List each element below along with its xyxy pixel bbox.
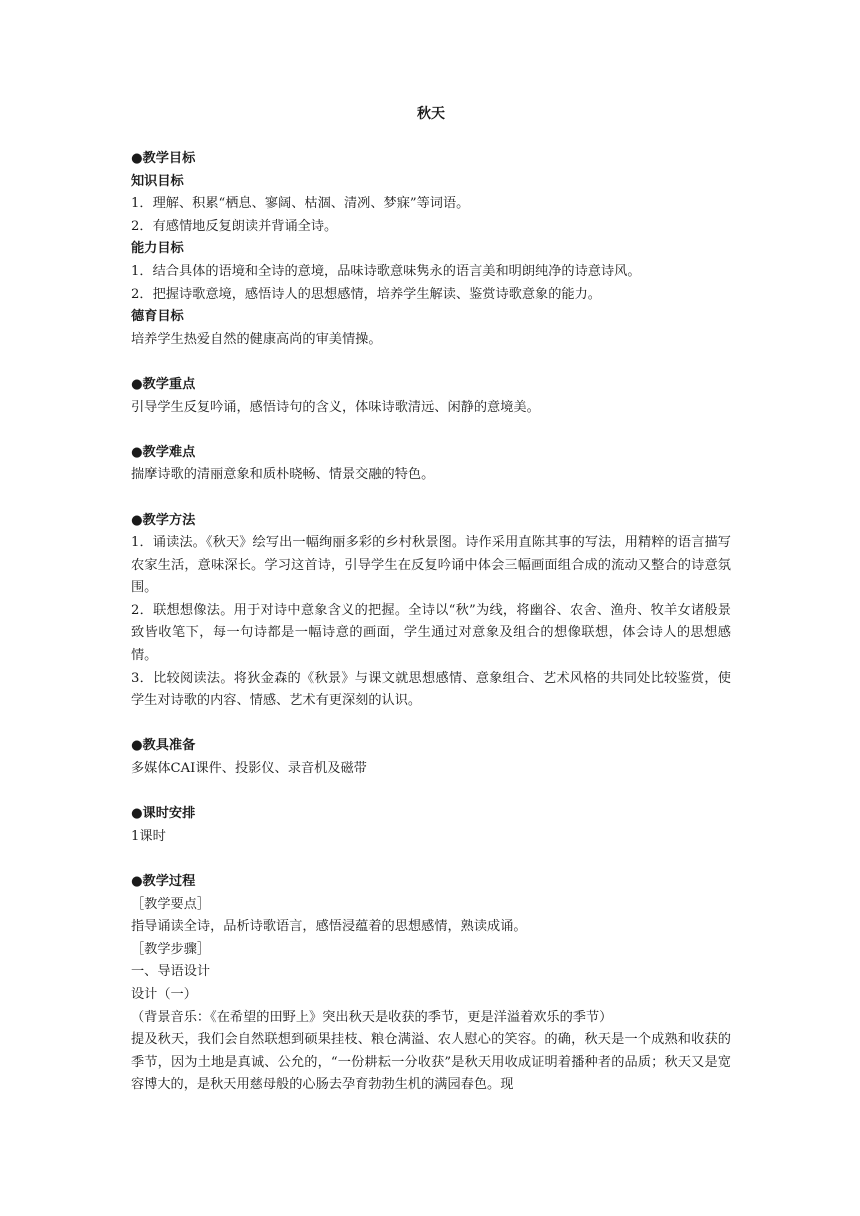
process-steps-label: ［教学步骤］: [131, 941, 211, 957]
knowledge-item: 2．有感情地反复朗读并背诵全诗。: [131, 218, 338, 234]
section-heading-difficulties: ●教学难点: [131, 444, 196, 460]
section-heading-key-points: ●教学重点: [131, 376, 196, 392]
ability-item: 2．把握诗歌意境，感悟诗人的思想感情，培养学生解读、鉴赏诗歌意象的能力。: [131, 286, 601, 302]
spacer: [131, 351, 731, 374]
section-heading-process: ●教学过程: [131, 874, 196, 889]
process-key-label: ［教学要点］: [131, 896, 211, 912]
spacer: [131, 419, 731, 442]
method-item: 2．联想想像法。用于对诗中意象含义的把握。全诗以“秋”为线，将幽谷、农舍、渔舟、牧羊女诸般景致皆收笔下，每一句诗都是一幅诗意的画面，学生通过对意象及组合的想像联想，体会诗人的思想感情。: [131, 602, 731, 664]
method-item: 3．比较阅读法。将狄金森的《秋景》与课文就思想感情、意象组合、艺术风格的共同处比较鉴赏，使学生对诗歌的内容、情感、艺术有更深刻的认识。: [131, 670, 731, 709]
spacer: [131, 781, 731, 804]
subheading-knowledge: 知识目标: [131, 173, 184, 189]
tools-text: 多媒体CAI课件、投影仪、录音机及磁带: [131, 761, 367, 777]
knowledge-item: 1．理解、积累“栖息、寥阔、枯涸、清冽、梦寐”等词语。: [131, 196, 470, 212]
subheading-ability: 能力目标: [131, 241, 184, 257]
document-title: 秋天: [417, 106, 445, 122]
process-intro-text: 提及秋天，我们会自然联想到硕果挂枝、粮仓满溢、农人慰心的笑容。的确，秋天是一个成熟和收获的季节，因为土地是真诚、公允的，“一份耕耘一分收获”是秋天用收成证明着播种者的品质；秋天又是宽容博大的，是秋天用慈母般的心肠去孕育勃勃生机的满园春色。现: [131, 1032, 731, 1093]
key-points-text: 引导学生反复吟诵，感悟诗句的含义，体味诗歌清远、闲静的意境美。: [131, 399, 540, 415]
section-heading-objectives: ●教学目标: [131, 151, 196, 166]
subheading-moral: 德育目标: [131, 309, 184, 325]
section-heading-schedule: ●课时安排: [131, 806, 196, 822]
spacer: [131, 848, 731, 871]
document-page: [131, 100, 731, 1097]
section-heading-tools: ●教具准备: [131, 738, 196, 754]
process-music-note: （背景音乐：《在希望的田野上》突出秋天是收获的季节，更是洋溢着欢乐的季节）: [131, 1009, 613, 1025]
process-section-one: 一、导语设计: [131, 964, 211, 980]
schedule-text: 1课时: [131, 828, 166, 844]
spacer: [131, 487, 731, 510]
ability-item: 1．结合具体的语境和全诗的意境，品味诗歌意味隽永的语言美和明朗纯净的诗意诗风。: [131, 263, 641, 279]
difficulties-text: 揣摩诗歌的清丽意象和质朴晓畅、情景交融的特色。: [131, 467, 435, 483]
moral-text: 培养学生热爱自然的健康高尚的审美情操。: [131, 331, 382, 347]
process-design-one: 设计（一）: [131, 986, 197, 1002]
spacer: [131, 713, 731, 736]
section-heading-methods: ●教学方法: [131, 512, 196, 528]
process-key-text: 指导诵读全诗，品析诗歌语言，感悟浸蕴着的思想感情，熟读成诵。: [131, 919, 527, 935]
method-item: 1．诵读法。《秋天》绘写出一幅绚丽多彩的乡村秋景图。诗作采用直陈其事的写法，用精粹的语言描写农家生活，意味深长。学习这首诗，引导学生在反复吟诵中体会三幅画面组合成的流动又整合的诗意氛围。: [131, 535, 731, 596]
